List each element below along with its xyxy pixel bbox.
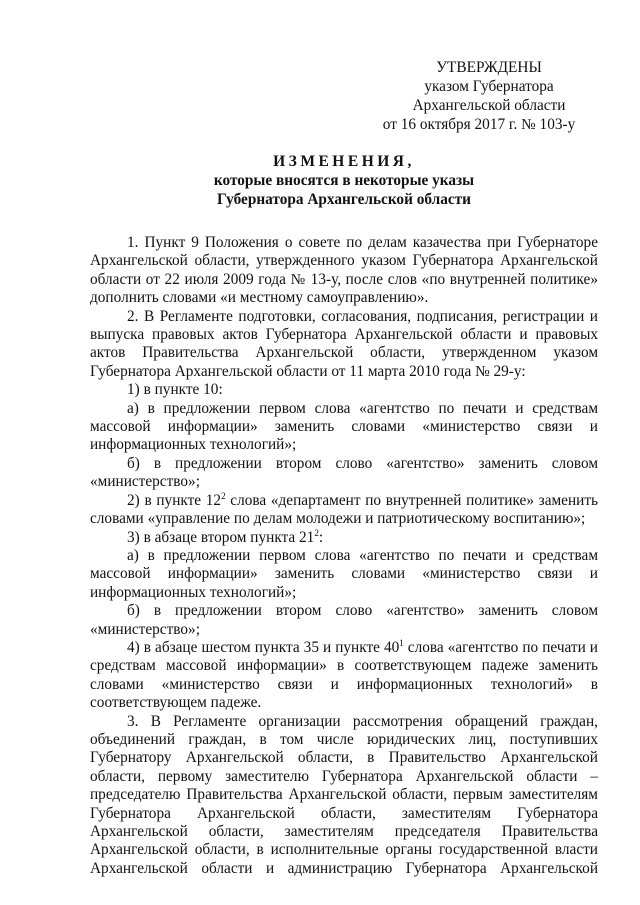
- paragraph-item-3b: б) в предложении втором слово «агентство» заменить словом «министерство»;: [90, 602, 598, 638]
- superscript: 1: [399, 637, 404, 648]
- paragraph-2: 2. В Регламенте подготовки, согласования, подписания, регистрации и выпуска правовых актов Губернатора Архангельской области и правовых актов Правительства Архангельской области, утвержденном указом Губернатора Архангельской области от 11 марта 2010 года № 29-у:: [90, 307, 598, 380]
- superscript: 2: [221, 490, 226, 501]
- title-subtitle-line1: которые вносятся в некоторые указы: [213, 172, 475, 189]
- superscript: 2: [314, 527, 319, 538]
- paragraph-item-3a: а) в предложении первом слова «агентство по печати и средствам массовой информации» заменить словами «министерство связи и информационных технологий»;: [90, 546, 598, 601]
- document-title: [90, 152, 598, 209]
- approval-line-approved: УТВЕРЖДЕНЫ: [436, 59, 542, 76]
- approval-line-region: Архангельской области: [412, 97, 566, 114]
- paragraph-item-1: 1) в пункте 10:: [127, 381, 223, 399]
- document-body: [90, 234, 598, 878]
- title-main: ИЗМЕНЕНИЯ,: [273, 153, 415, 170]
- approval-line-date: от 16 октября 2017 г. № 103-у: [382, 116, 576, 133]
- paragraph-item-2: [90, 492, 598, 529]
- paragraph-item-3: [90, 529, 598, 547]
- paragraph-item-2-start: 2) в пункте 12: [127, 491, 222, 509]
- paragraph-item-3-start: 3) в абзаце втором пункта 21: [127, 528, 315, 546]
- paragraph-item-4: [90, 639, 598, 713]
- approval-stamp: [380, 58, 598, 134]
- paragraph-item-1b: б) в предложении втором слово «агентство» заменить словом «министерство»;: [90, 454, 598, 491]
- paragraph-3: 3. В Регламенте организации рассмотрения обращений граждан, объединений граждан, в том числе юридических лиц, поступивших Губернатору Архангельской области, в Правительство Архангельской области, первому заместителю Губернатора Архангельской области – председателю Правительства Архангельской области, первым заместителям Губернатора Архангельской области, заместителям Губернатора Архангельской области, заместителям председателя Правительства Архангельской области, в исполнительные органы государственной власти Архангельской области и администрацию Губернатора Архангельской: [90, 712, 598, 877]
- paragraph-item-4-end: слова «агентство по печати и средствам массовой информации» в соответствующем падеже заменить словами «министерство связи и информационных технологий» в соответствующем падеже.: [90, 638, 598, 712]
- title-subtitle-line2: Губернатора Архангельской области: [217, 191, 471, 208]
- paragraph-item-2-end: слова «департамент по внутренней политике» заменить словами «управление по делам молодежи и патриотическому воспитанию»;: [90, 491, 599, 528]
- paragraph-1: 1. Пункт 9 Положения о совете по делам казачества при Губернаторе Архангельской области, утвержденного указом Губернатора Архангельской области от 22 июля 2009 года № 13-у, после слов «по внутренней политике» дополнить словами «и местному самоуправлению».: [90, 234, 598, 307]
- paragraph-item-1a: а) в предложении первом слова «агентство по печати и средствам массовой информации» заменить словами «министерство связи и информационных технологий»;: [90, 399, 598, 454]
- approval-line-decree: указом Губернатора: [424, 78, 554, 95]
- paragraph-item-3-end: :: [318, 528, 324, 546]
- paragraph-item-4-start: 4) в абзаце шестом пункта 35 и пункте 40: [127, 638, 400, 656]
